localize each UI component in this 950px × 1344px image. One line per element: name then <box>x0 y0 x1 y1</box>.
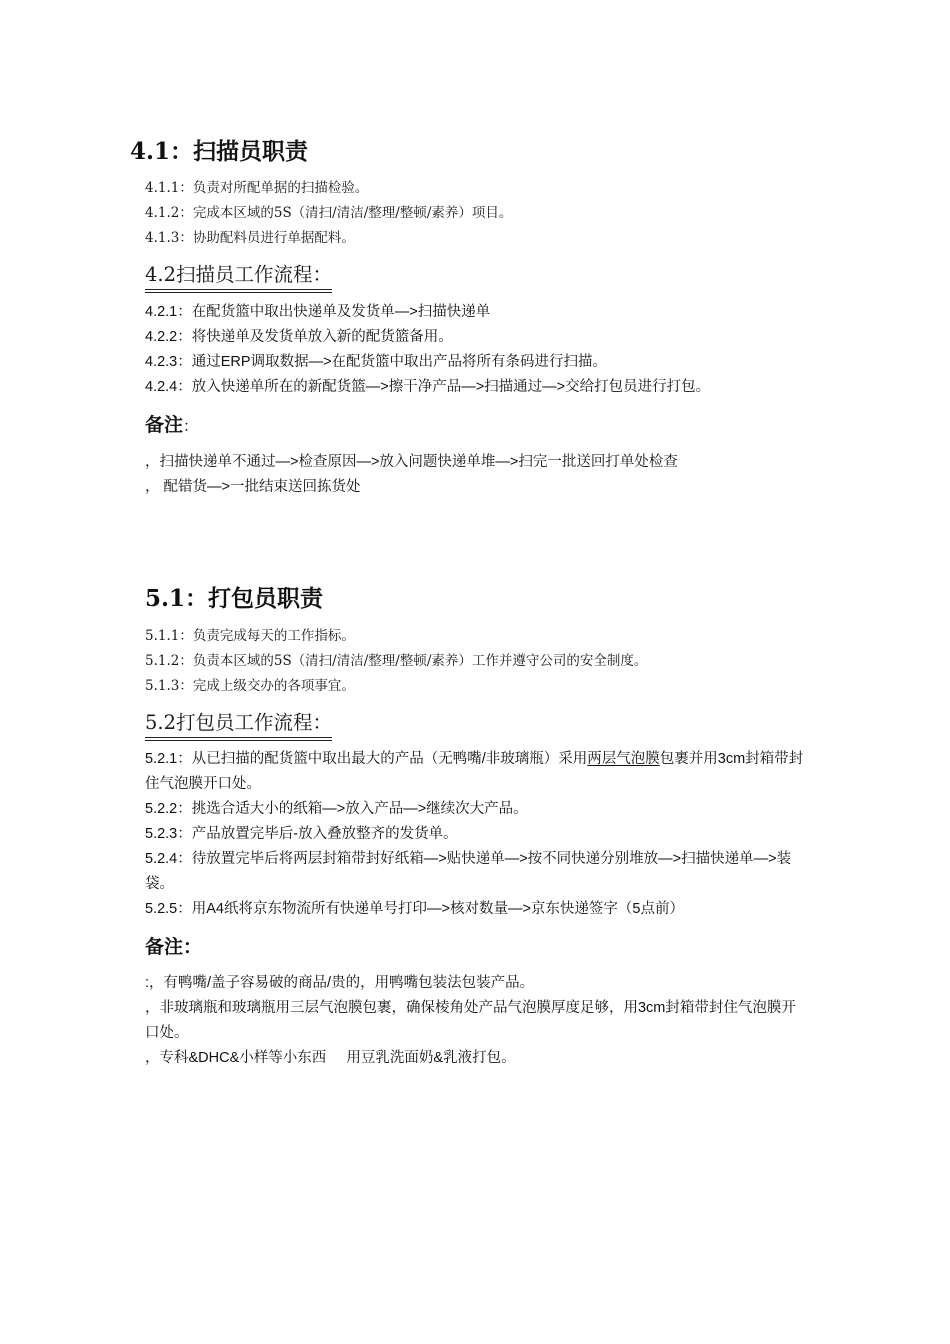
duty-4-1-2: 4.1.2：完成本区域的5S（清扫/清洁/整理/整顿/素养）项目。 <box>145 205 513 221</box>
note-heading-colon: ： <box>183 417 199 435</box>
flow-5-2-1-underlined: 两层气泡膜 <box>587 751 660 767</box>
duty-5-1-3: 5.1.3：完成上级交办的各项事宜。 <box>145 678 355 694</box>
flow-5-2-4: 5.2.4：待放置完毕后将两层封箱带封好纸箱—>贴快递单—>按不同快递分别堆放—>扫描快递单—>装袋。 <box>145 851 792 892</box>
duty-4-1-3: 4.1.3：协助配料员进行单据配料。 <box>145 230 355 246</box>
note-4-2: ， 配错货—>一批结束送回拣货处 <box>145 479 361 495</box>
duty-5-1-1: 5.1.1：负责完成每天的工作指标。 <box>145 628 355 644</box>
section-5-note-heading: 备注： <box>145 936 203 958</box>
flow-4-2-2: 4.2.2：将快递单及发货单放入新的配货篮备用。 <box>145 329 453 345</box>
flow-4-2-4: 4.2.4：放入快递单所在的新配货篮—>擦干净产品—>扫描通过—>交给打包员进行打包。 <box>145 379 711 395</box>
flow-5-2-1 <box>145 747 810 797</box>
section-5-flow-heading: 5.2打包员工作流程： <box>145 710 332 738</box>
section-5-heading: 5.1：打包员职责 <box>145 585 324 612</box>
note-5-3: ，专科&DHC&小样等小东西 用豆乳洗面奶&乳液打包。 <box>145 1050 516 1066</box>
duty-4-1-1: 4.1.1：负责对所配单据的扫描检验。 <box>145 180 369 196</box>
flow-4-2-3: 4.2.3：通过ERP调取数据—>在配货篮中取出产品将所有条码进行扫描。 <box>145 354 608 370</box>
section-4-heading: 4.1：扫描员职责 <box>130 138 309 165</box>
section-4-flow-heading: 4.2扫描员工作流程： <box>145 262 332 290</box>
note-heading-label: 备注 <box>145 414 184 436</box>
duty-5-1-2: 5.1.2：负责本区域的5S（清扫/清洁/整理/整顿/素养）工作并遵守公司的安全制度。 <box>145 653 648 669</box>
section-4-note-heading <box>145 412 198 439</box>
flow-5-2-1-after: 包裹并用3cm封箱带封住气泡膜开口处。 <box>145 751 804 792</box>
flow-5-2-5: 5.2.5：用A4纸将京东物流所有快递单号打印—>核对数量—>京东快递签字（5点前） <box>145 901 684 917</box>
note-4-1: ，扫描快递单不通过—>检查原因—>放入问题快递单堆—>扫完一批送回打单处检查 <box>145 454 678 470</box>
flow-5-2-3: 5.2.3：产品放置完毕后-放入叠放整齐的发货单。 <box>145 826 458 842</box>
note-5-2: ，非玻璃瓶和玻璃瓶用三层气泡膜包裹，确保棱角处产品气泡膜厚度足够，用3cm封箱带封住气泡膜开口处。 <box>145 1000 796 1041</box>
flow-5-2-2: 5.2.2：挑选合适大小的纸箱—>放入产品—>继续次大产品。 <box>145 801 528 817</box>
flow-4-2-1: 4.2.1：在配货篮中取出快递单及发货单—>扫描快递单 <box>145 304 491 320</box>
note-5-1: :，有鸭嘴/盖子容易破的商品/贵的，用鸭嘴包装法包装产品。 <box>145 975 535 991</box>
flow-5-2-1-before: 5.2.1：从已扫描的配货篮中取出最大的产品（无鸭嘴/非玻璃瓶）采用 <box>145 751 588 767</box>
